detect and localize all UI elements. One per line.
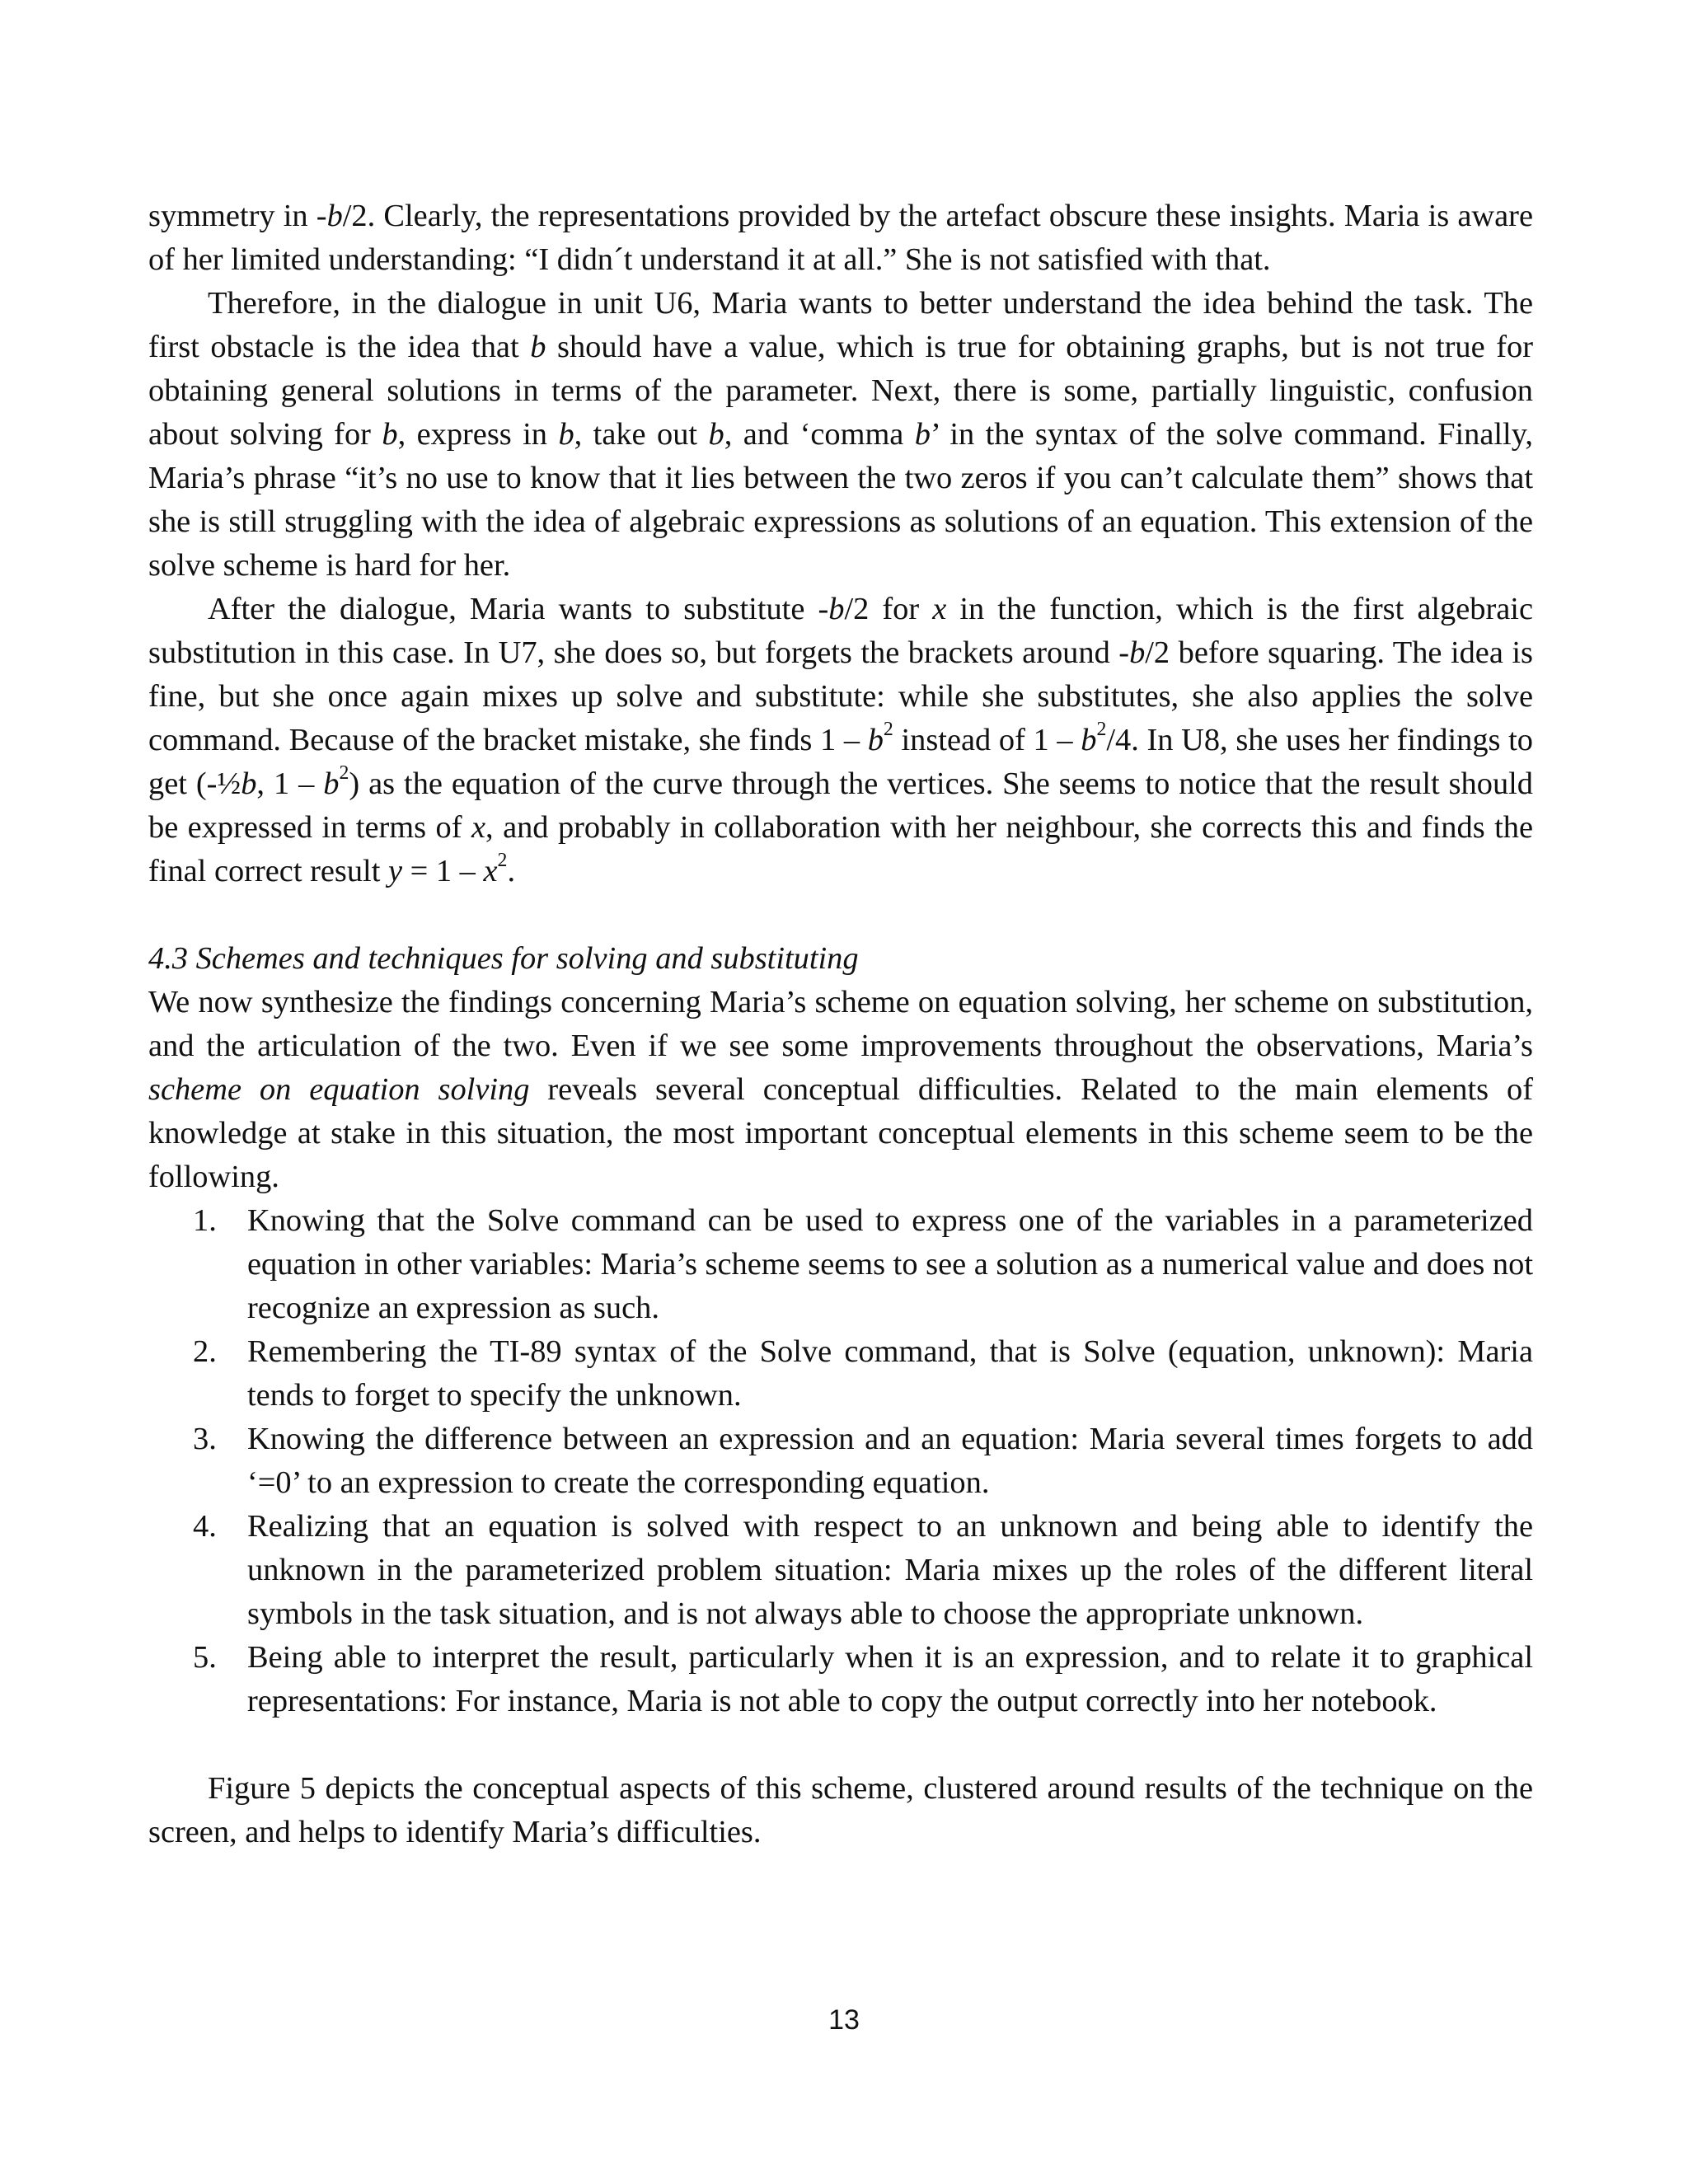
list-item — [148, 1199, 1533, 1330]
list-item-text: Knowing the difference between an expression and an equation: Maria several times forgets to add ‘=0’ to an expression to create the corresponding equation. — [247, 1422, 1533, 1500]
paragraph-5: Figure 5 depicts the conceptual aspects of this scheme, clustered around results of the technique on the screen, and helps to identify Maria’s difficulties. — [148, 1771, 1533, 1849]
list-item-text: Remembering the TI-89 syntax of the Solve command, that is Solve (equation, unknown): Maria tends to forget to specify the unknown. — [247, 1334, 1533, 1413]
text-run: in the function, which is the first algebraic substitution in this case. In U7, she does so, but forgets the brackets around - — [148, 592, 1533, 670]
text-run: instead of 1 – — [893, 723, 1081, 757]
text-run: ) as the equation of the curve through the vertices. She seems to notice that the result should be expressed in terms of — [148, 766, 1534, 845]
italic-variable: y — [388, 854, 403, 888]
italic-variable: b — [241, 766, 257, 801]
text-run: /2 for — [844, 592, 933, 626]
list-item-number: 2. — [193, 1334, 217, 1369]
list-item-text: Realizing that an equation is solved with respect to an unknown and being able to identify the unknown in the parameterized problem situation: Maria mixes up the roles of the different literal symbols in the task situation, and is not always able to choose the appropriate unknown. — [247, 1509, 1533, 1631]
text-run: , and probably in collaboration with her neighbour, she corrects this and finds the final correct result — [148, 810, 1533, 888]
spacer — [148, 1723, 1533, 1767]
text-run: symmetry in - — [148, 199, 327, 233]
text-run: , and ‘comma — [724, 417, 915, 452]
italic-variable: x — [932, 592, 947, 626]
italic-variable: b — [1129, 635, 1146, 670]
list-item-text: Being able to interpret the result, particularly when it is an expression, and to relate it to graphical representations: For instance, Maria is not able to copy the output correctly into her notebook. — [247, 1640, 1533, 1718]
text-run: . — [507, 854, 516, 888]
italic-variable: b — [530, 330, 546, 364]
numbered-list — [148, 1199, 1533, 1723]
list-item-text: Knowing that the Solve command can be used to express one of the variables in a parameterized equation in other variables: Maria’s scheme seems to see a solution as a numerical value and does not recognize an expression as such. — [247, 1203, 1533, 1325]
italic-variable: x — [471, 810, 486, 845]
list-item-number: 1. — [193, 1203, 217, 1238]
list-item — [148, 1505, 1533, 1636]
text-run: ’ in the syntax of the solve command. Finally, Maria’s phrase “it’s no use to know that it lies between the two zeros if you can’t calculate them” shows that she is still struggling with the idea of algebraic expressions as solutions of an equation. This extension of the solve scheme is hard for her. — [148, 417, 1534, 583]
text-run: should have a value, which is true for obtaining graphs, but is not true for obtaining general solutions in terms of the parameter. Next, there is some, partially linguistic, confusion about solving for — [148, 330, 1533, 452]
italic-variable: b — [828, 592, 845, 626]
italic-variable: b — [914, 417, 931, 452]
italic-variable: b — [558, 417, 574, 452]
superscript: 2 — [883, 719, 893, 741]
italic-term: scheme on equation solving — [148, 1072, 530, 1107]
spacer — [148, 893, 1533, 937]
list-item-number: 4. — [193, 1509, 217, 1544]
italic-variable: b — [382, 417, 398, 452]
list-item — [148, 1330, 1533, 1418]
text-run: /2. Clearly, the representations provided by the artefact obscure these insights. Maria is aware of her limited understanding: “I didn´t understand it at all.” She is not satisfied with that. — [148, 199, 1534, 277]
list-item — [148, 1418, 1533, 1505]
italic-variable: b — [1081, 723, 1097, 757]
page-number: 13 — [828, 2004, 860, 2036]
text-run: Therefore, in the dialogue in unit U6, Maria wants to better understand the idea behind the task. The first obstacle is the idea that — [148, 286, 1533, 364]
paragraph-4 — [148, 981, 1533, 1199]
paragraph-3 — [148, 588, 1533, 893]
text-run: After the dialogue, Maria wants to substitute - — [208, 592, 829, 626]
text-run: /2 before squaring. The idea is fine, but she once again mixes up solve and substitute: while she substitutes, she also applies the solve command. Because of the bracket mistake, she finds 1 – — [148, 635, 1533, 757]
text-run: /4. In U8, she uses her findings to get (-½ — [148, 723, 1533, 801]
list-item-number: 5. — [193, 1640, 217, 1675]
superscript: 2 — [339, 762, 349, 785]
italic-variable: b — [323, 766, 340, 801]
italic-variable: b — [326, 199, 343, 233]
italic-variable: x — [483, 854, 498, 888]
text-run: , 1 – — [256, 766, 324, 801]
text-run: , take out — [574, 417, 709, 452]
italic-variable: b — [867, 723, 884, 757]
text-run: = 1 – — [402, 854, 484, 888]
body-text — [148, 194, 1533, 1854]
paragraph-2 — [148, 282, 1533, 588]
text-run: , express in — [397, 417, 559, 452]
superscript: 2 — [497, 850, 508, 872]
section-heading: 4.3 Schemes and techniques for solving and substituting — [148, 941, 859, 976]
list-item-number: 3. — [193, 1422, 217, 1456]
italic-variable: b — [708, 417, 724, 452]
text-run: We now synthesize the findings concerning Maria’s scheme on equation solving, her scheme on substitution, and the articulation of the two. Even if we see some improvements throughout the observations, Maria’s — [148, 985, 1533, 1063]
superscript: 2 — [1096, 719, 1107, 741]
paragraph-1 — [148, 194, 1533, 282]
list-item — [148, 1636, 1533, 1723]
text-run: reveals several conceptual difficulties. Related to the main elements of knowledge at stake in this situation, the most important conceptual elements in this scheme seem to be the following. — [148, 1072, 1533, 1194]
